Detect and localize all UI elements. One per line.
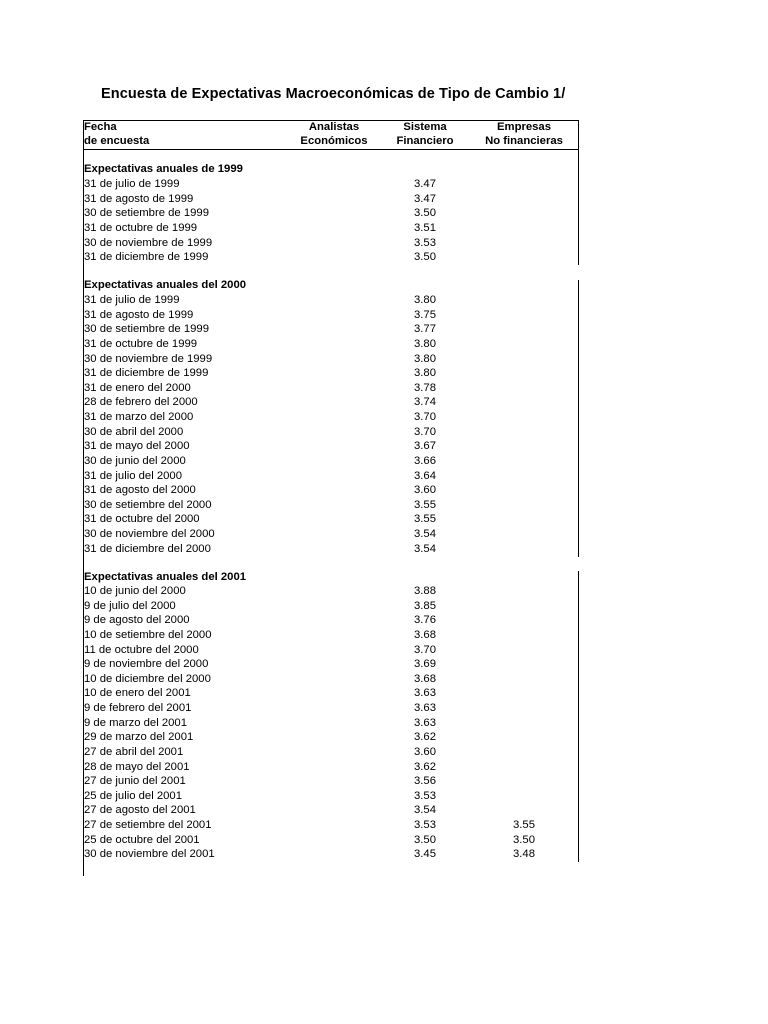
survey-date-cell: 30 de noviembre de 1999 bbox=[84, 236, 213, 249]
sistema-value-cell: 3.69 bbox=[414, 658, 436, 671]
table-row bbox=[83, 498, 579, 513]
survey-date-cell: 31 de agosto de 1999 bbox=[84, 308, 194, 321]
header-fecha: Fecha bbox=[84, 121, 117, 133]
survey-date-cell: 27 de agosto del 2001 bbox=[84, 804, 196, 817]
sistema-value-cell: 3.85 bbox=[414, 599, 436, 612]
survey-date-cell: 27 de setiembre del 2001 bbox=[84, 819, 212, 832]
header-de-encuesta: de encuesta bbox=[84, 135, 150, 147]
header-empresas: Empresas bbox=[496, 121, 551, 133]
header-economicos: Económicos bbox=[300, 135, 368, 147]
table-row bbox=[83, 686, 579, 701]
sistema-value-cell: 3.60 bbox=[414, 484, 436, 497]
sistema-value-cell: 3.76 bbox=[414, 614, 436, 627]
survey-date-cell: 11 de octubre del 2000 bbox=[84, 643, 199, 656]
table-row bbox=[83, 716, 579, 731]
sistema-value-cell: 3.78 bbox=[414, 381, 436, 394]
sistema-value-cell: 3.67 bbox=[414, 440, 436, 453]
survey-date-cell: 10 de junio del 2000 bbox=[84, 585, 186, 597]
survey-date-cell: 31 de diciembre de 1999 bbox=[84, 251, 209, 264]
table-row bbox=[83, 512, 579, 527]
header-no-financieras: No financieras bbox=[485, 135, 563, 147]
table-row bbox=[83, 599, 579, 614]
survey-date-cell: 29 de marzo del 2001 bbox=[84, 731, 194, 744]
table-row bbox=[83, 672, 579, 687]
table-row bbox=[83, 381, 579, 396]
survey-date-cell: 27 de junio del 2001 bbox=[84, 775, 186, 788]
table-row bbox=[83, 206, 579, 221]
table-row bbox=[83, 527, 579, 542]
sistema-value-cell: 3.50 bbox=[414, 207, 436, 220]
sistema-value-cell: 3.88 bbox=[414, 585, 436, 597]
table-row bbox=[83, 293, 579, 308]
survey-date-cell: 27 de abril del 2001 bbox=[84, 745, 184, 758]
table-row bbox=[83, 584, 579, 599]
survey-date-cell: 31 de diciembre del 2000 bbox=[84, 542, 211, 555]
survey-date-cell: 30 de setiembre del 2000 bbox=[84, 498, 212, 511]
sistema-value-cell: 3.63 bbox=[414, 716, 436, 729]
sistema-value-cell: 3.63 bbox=[414, 702, 436, 715]
table-row bbox=[83, 760, 579, 775]
sistema-value-cell: 3.55 bbox=[414, 513, 436, 526]
empresas-value-cell: 3.50 bbox=[513, 833, 535, 846]
sistema-value-cell: 3.80 bbox=[414, 367, 436, 380]
survey-date-cell: 31 de julio del 2000 bbox=[84, 469, 182, 482]
survey-date-cell: 31 de mayo del 2000 bbox=[84, 440, 190, 453]
survey-date-cell: 30 de junio del 2000 bbox=[84, 454, 186, 467]
sistema-value-cell: 3.50 bbox=[414, 833, 436, 846]
section-title-2000: Expectativas anuales del 2000 bbox=[84, 279, 247, 291]
header-financiero: Financiero bbox=[396, 135, 454, 147]
sistema-value-cell: 3.54 bbox=[414, 804, 436, 817]
sistema-value-cell: 3.45 bbox=[414, 848, 436, 861]
survey-date-cell: 31 de octubre del 2000 bbox=[84, 513, 200, 526]
table-row bbox=[83, 337, 579, 352]
sistema-value-cell: 3.60 bbox=[414, 745, 436, 758]
survey-date-cell: 30 de abril del 2000 bbox=[84, 425, 184, 438]
sistema-value-cell: 3.54 bbox=[414, 542, 436, 555]
table-row bbox=[83, 789, 579, 804]
sistema-value-cell: 3.68 bbox=[414, 672, 436, 685]
table-row bbox=[83, 730, 579, 745]
sistema-value-cell: 3.51 bbox=[414, 221, 436, 234]
table-row bbox=[83, 643, 579, 658]
sistema-value-cell: 3.47 bbox=[414, 178, 436, 190]
table-row bbox=[83, 613, 579, 628]
table-row bbox=[83, 628, 579, 643]
table-row bbox=[83, 250, 579, 265]
table-row bbox=[83, 803, 579, 818]
survey-date-cell: 31 de marzo del 2000 bbox=[84, 411, 194, 424]
sistema-value-cell: 3.62 bbox=[414, 760, 436, 773]
survey-date-cell: 31 de octubre de 1999 bbox=[84, 337, 198, 350]
sistema-value-cell: 3.70 bbox=[414, 425, 436, 438]
sistema-value-cell: 3.50 bbox=[414, 251, 436, 264]
survey-date-cell: 30 de noviembre de 1999 bbox=[84, 352, 213, 365]
sistema-value-cell: 3.68 bbox=[414, 628, 436, 641]
sistema-value-cell: 3.80 bbox=[414, 294, 436, 306]
survey-date-cell: 31 de diciembre de 1999 bbox=[84, 367, 209, 380]
section-title-1999: Expectativas anuales de 1999 bbox=[84, 163, 243, 175]
sistema-value-cell: 3.62 bbox=[414, 731, 436, 744]
header-analistas: Analistas bbox=[308, 121, 360, 133]
survey-date-cell: 28 de mayo del 2001 bbox=[84, 760, 190, 773]
survey-date-cell: 9 de noviembre del 2000 bbox=[84, 658, 209, 671]
sistema-value-cell: 3.74 bbox=[414, 396, 436, 409]
table-row bbox=[83, 410, 579, 425]
header-bottom-border bbox=[83, 149, 579, 150]
header-sistema: Sistema bbox=[403, 121, 447, 133]
survey-date-cell: 31 de agosto del 2000 bbox=[84, 484, 196, 497]
sistema-value-cell: 3.70 bbox=[414, 411, 436, 424]
table-row bbox=[83, 322, 579, 337]
survey-date-cell: 10 de diciembre del 2000 bbox=[84, 672, 211, 685]
table-row bbox=[83, 818, 579, 833]
survey-date-cell: 30 de setiembre de 1999 bbox=[84, 323, 209, 336]
table-row bbox=[83, 847, 579, 862]
sistema-value-cell: 3.56 bbox=[414, 775, 436, 788]
empresas-value-cell: 3.48 bbox=[513, 848, 535, 861]
table-row bbox=[83, 425, 579, 440]
sistema-value-cell: 3.53 bbox=[414, 819, 436, 832]
sistema-value-cell: 3.53 bbox=[414, 236, 436, 249]
survey-date-cell: 9 de marzo del 2001 bbox=[84, 716, 187, 729]
table-row bbox=[83, 352, 579, 367]
sistema-value-cell: 3.75 bbox=[414, 308, 436, 321]
sistema-value-cell: 3.63 bbox=[414, 687, 436, 700]
survey-date-cell: 30 de noviembre del 2000 bbox=[84, 528, 215, 541]
section-title-2001: Expectativas anuales del 2001 bbox=[84, 571, 247, 583]
expectations-table bbox=[83, 120, 579, 880]
table-row bbox=[83, 439, 579, 454]
sistema-value-cell: 3.66 bbox=[414, 454, 436, 467]
table-row bbox=[83, 221, 579, 236]
survey-date-cell: 9 de febrero del 2001 bbox=[84, 702, 192, 715]
table-row bbox=[83, 542, 579, 557]
survey-date-cell: 31 de enero del 2000 bbox=[84, 381, 191, 394]
empresas-value-cell: 3.55 bbox=[513, 819, 535, 832]
table-row bbox=[83, 774, 579, 789]
table-row bbox=[83, 192, 579, 207]
sistema-value-cell: 3.70 bbox=[414, 643, 436, 656]
survey-date-cell: 30 de setiembre de 1999 bbox=[84, 207, 209, 220]
page-title: Encuesta de Expectativas Macroeconómicas de Tipo de Cambio 1/ bbox=[101, 86, 566, 102]
sistema-value-cell: 3.64 bbox=[414, 469, 436, 482]
survey-date-cell: 31 de julio de 1999 bbox=[84, 178, 180, 190]
survey-date-cell: 31 de octubre de 1999 bbox=[84, 221, 198, 234]
table-row bbox=[83, 236, 579, 251]
survey-date-cell: 9 de julio del 2000 bbox=[84, 599, 176, 612]
table-row bbox=[83, 395, 579, 410]
table-row bbox=[83, 483, 579, 498]
table-row bbox=[83, 366, 579, 381]
survey-date-cell: 9 de agosto del 2000 bbox=[84, 614, 190, 627]
sistema-value-cell: 3.55 bbox=[414, 498, 436, 511]
survey-date-cell: 30 de noviembre del 2001 bbox=[84, 848, 215, 861]
survey-date-cell: 10 de enero del 2001 bbox=[84, 687, 191, 700]
sistema-value-cell: 3.54 bbox=[414, 528, 436, 541]
survey-date-cell: 31 de agosto de 1999 bbox=[84, 192, 194, 205]
survey-date-cell: 10 de setiembre del 2000 bbox=[84, 628, 212, 641]
table-row bbox=[83, 454, 579, 469]
table-row bbox=[83, 469, 579, 484]
survey-date-cell: 28 de febrero del 2000 bbox=[84, 396, 198, 409]
table-row bbox=[83, 701, 579, 716]
table-row bbox=[83, 833, 579, 848]
sistema-value-cell: 3.53 bbox=[414, 789, 436, 802]
table-row bbox=[83, 657, 579, 672]
sistema-value-cell: 3.80 bbox=[414, 352, 436, 365]
survey-date-cell: 25 de julio del 2001 bbox=[84, 789, 182, 802]
table-row bbox=[83, 177, 579, 192]
sistema-value-cell: 3.80 bbox=[414, 337, 436, 350]
sistema-value-cell: 3.47 bbox=[414, 192, 436, 205]
table-row bbox=[83, 308, 579, 323]
sistema-value-cell: 3.77 bbox=[414, 323, 436, 336]
survey-date-cell: 31 de julio de 1999 bbox=[84, 294, 180, 306]
table-row bbox=[83, 745, 579, 760]
survey-date-cell: 25 de octubre del 2001 bbox=[84, 833, 200, 846]
